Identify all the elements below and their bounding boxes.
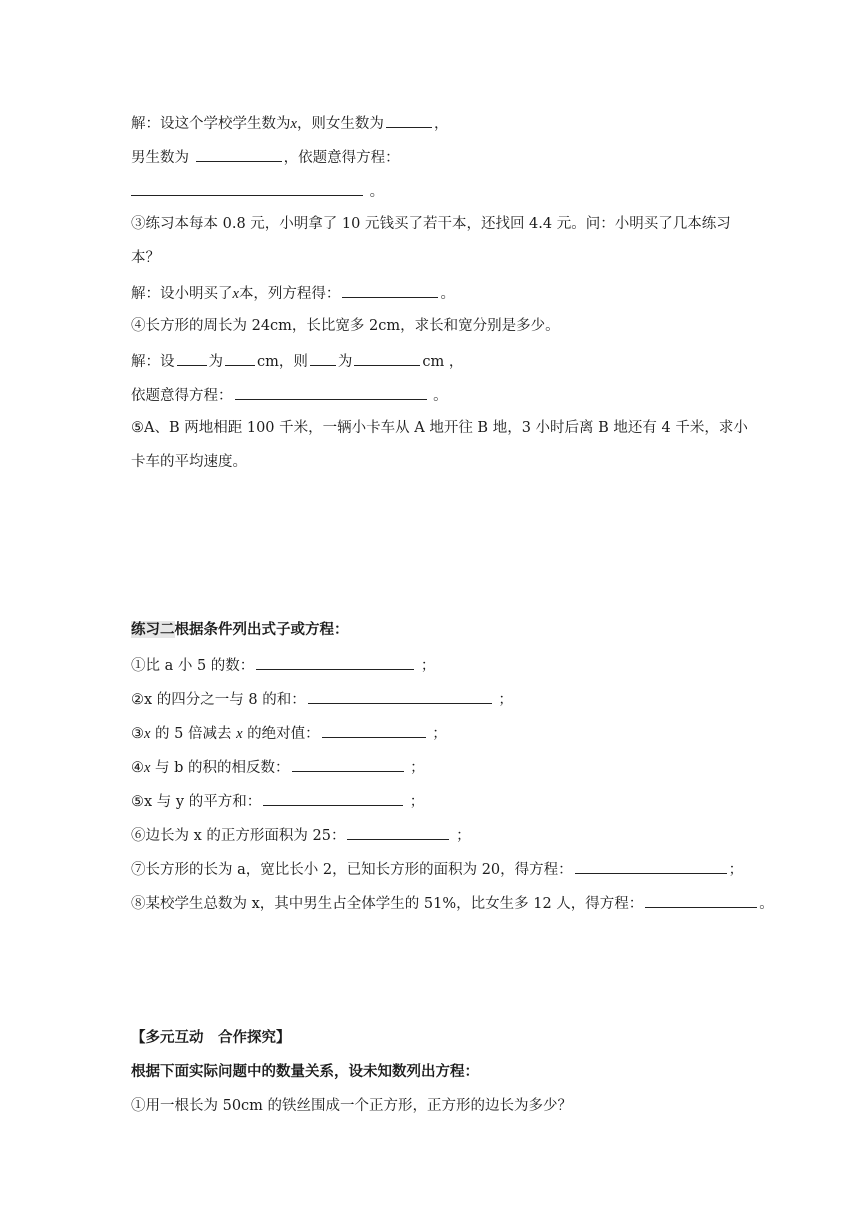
section-3-subheading: 根据下面实际问题中的数量关系，设未知数列出方程： [131, 1063, 479, 1080]
answer-blank[interactable] [263, 790, 403, 806]
question-4-line-1: ④长方形的周长为 24cm，长比宽多 2cm，求长和宽分别是多少。 [131, 318, 560, 334]
item-text: ③ [131, 726, 144, 742]
heading-text: 根据条件列出式子或方程： [174, 621, 349, 638]
variable: x [290, 116, 297, 132]
text: ，则女生数为 [296, 116, 384, 132]
solution-line-3 [131, 180, 384, 202]
text: cm ， [422, 354, 464, 370]
item-text: ⑧某校学生总数为 x，其中男生占全体学生的 51%，比女生多 12 人，得方程： [131, 896, 644, 912]
text: 解：设 [131, 354, 175, 370]
answer-blank[interactable] [131, 180, 363, 196]
text: 为 [337, 354, 353, 370]
answer-blank[interactable] [645, 892, 757, 908]
answer-blank[interactable] [196, 146, 282, 162]
item-text: 与 b 的积的相反数： [150, 760, 290, 776]
answer-blank[interactable] [310, 350, 336, 366]
heading-highlight: 练习二 [131, 621, 175, 638]
answer-blank[interactable] [292, 756, 404, 772]
section-3-heading: 【多元互动 合作探究】 [131, 1029, 291, 1046]
item-end: ； [427, 726, 447, 742]
variable: x [144, 726, 151, 742]
question-3-line-2: 本？ [131, 250, 160, 266]
question-5-line-1: ⑤A、B 两地相距 100 千米，一辆小卡车从 A 地开往 B 地，3 小时后离 B 地还有 4 千米，求小 [131, 420, 748, 436]
answer-blank[interactable] [308, 688, 492, 704]
item-text: 的绝对值： [242, 726, 320, 742]
variable: x [144, 760, 151, 776]
answer-blank[interactable] [386, 112, 432, 128]
item-text: ⑤x 与 y 的平方和： [131, 794, 262, 810]
question-3-solution [131, 282, 455, 304]
question-3-line-1: ③练习本每本 0.8 元，小明拿了 10 元钱买了若干本，还找回 4.4 元。问：小明买了几本练习 [131, 216, 731, 232]
answer-blank[interactable] [342, 282, 438, 298]
item-text: ④ [131, 760, 144, 776]
item-end: 。 [759, 896, 774, 912]
text: 男生数为 [131, 150, 194, 166]
item-end: ； [416, 658, 436, 674]
question-4-equation [131, 384, 448, 406]
item-end: ； [451, 828, 471, 844]
exercise-2-item-1 [131, 654, 435, 676]
answer-blank[interactable] [235, 384, 427, 400]
item-text: ⑦长方形的长为 a，宽比长小 2，已知长方形的面积为 20，得方程： [131, 862, 573, 878]
section-3-question-1: ①用一根长为 50cm 的铁丝围成一个正方形，正方形的边长为多少？ [131, 1098, 573, 1114]
answer-blank[interactable] [347, 824, 449, 840]
item-end: ； [493, 692, 513, 708]
text: 。 [428, 388, 448, 404]
exercise-2-item-4 [131, 756, 425, 778]
item-end: ； [405, 760, 425, 776]
text: 解：设小明买了 [131, 286, 233, 302]
variable: x [236, 726, 243, 742]
item-text: 的 5 倍减去 [150, 726, 237, 742]
item-text: ①比 a 小 5 的数： [131, 658, 255, 674]
answer-blank[interactable] [177, 350, 207, 366]
exercise-2-item-7 [131, 858, 743, 880]
text: 。 [365, 184, 385, 200]
answer-blank[interactable] [354, 350, 420, 366]
question-5-line-2: 卡车的平均速度。 [131, 454, 247, 470]
exercise-2-item-8 [131, 892, 774, 914]
text: 解：设这个学校学生数为 [131, 116, 291, 132]
text: 为 [208, 354, 223, 370]
answer-blank[interactable] [575, 858, 727, 874]
exercise-2-item-5 [131, 790, 424, 812]
exercise-2-heading [131, 620, 349, 642]
item-text: ②x 的四分之一与 8 的和： [131, 692, 306, 708]
item-text: ⑥边长为 x 的正方形面积为 25： [131, 828, 346, 844]
exercise-2-item-6 [131, 824, 471, 846]
answer-blank[interactable] [256, 654, 414, 670]
item-end: ； [728, 862, 744, 878]
text: cm，则 [257, 354, 308, 370]
answer-blank[interactable] [225, 350, 255, 366]
solution-line-2 [131, 146, 400, 168]
variable: x [232, 286, 239, 302]
question-4-solution [131, 350, 463, 372]
text: ， [433, 116, 449, 132]
exercise-2-item-2 [131, 688, 513, 710]
exercise-2-item-3 [131, 722, 447, 744]
item-end: ； [405, 794, 425, 810]
answer-blank[interactable] [322, 722, 426, 738]
text: 。 [440, 286, 455, 302]
text: ，依题意得方程： [283, 150, 400, 166]
text: 依题意得方程： [131, 388, 233, 404]
solution-line-1 [131, 112, 448, 134]
text: 本，列方程得： [238, 286, 341, 302]
